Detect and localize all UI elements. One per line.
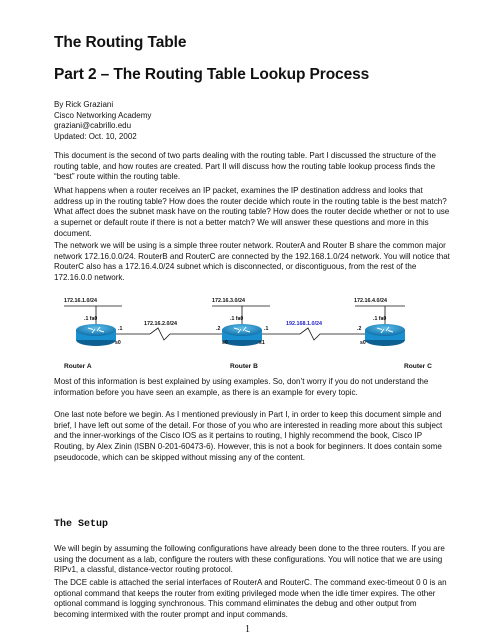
- author-email[interactable]: graziani@cabrillo.edu: [54, 121, 132, 131]
- router-b-s1-label: s1: [259, 340, 265, 346]
- network-topology-diagram: [0, 288, 495, 370]
- router-a-s0-ip-label: .1: [118, 326, 123, 332]
- router-c-s0-label: s0: [360, 340, 366, 346]
- document-title: The Routing Table: [54, 34, 187, 51]
- router-c-icon[interactable]: [365, 324, 405, 346]
- router-b-s0-ip-label: .2: [216, 326, 221, 332]
- router-b-name: Router B: [230, 363, 258, 370]
- intro-paragraph: This document is the second of two parts dealing with the routing table. Part I discussed the structure of the routing table, and how routes are created. Part II will discuss how the routing table lookup process finds the “best” route within the routing table.: [54, 151, 436, 182]
- author-name: By Rick Graziani: [54, 100, 114, 109]
- updated-date: Updated: Oct. 10, 2002: [54, 131, 137, 141]
- router-a-icon[interactable]: [76, 324, 116, 346]
- document-subtitle: Part 2 – The Routing Table Lookup Process: [54, 66, 370, 83]
- lan-c-network-label: 172.16.4.0/24: [354, 298, 387, 304]
- lan-b-network-label: 172.16.3.0/24: [212, 298, 245, 304]
- lan-a-network-label: 172.16.1.0/24: [64, 298, 97, 304]
- author-org: Cisco Networking Academy: [54, 110, 152, 120]
- router-c-fa0-label: .1 fa0: [373, 316, 387, 322]
- router-a-s0-label: s0: [115, 340, 121, 346]
- author-block: [54, 100, 151, 142]
- router-b-fa0-label: .1 fa0: [230, 316, 244, 322]
- router-b-icon[interactable]: [222, 324, 262, 346]
- serial-link-ab: [116, 321, 224, 340]
- dce-cable-paragraph: The DCE cable is attached the serial interfaces of RouterA and RouterC. The command exec-timeout 0 0 is an optional command that keeps the router from exiting privileged mode when the idle timer expires. The other optional command is logging synchronous. This command eliminates the debug and other output from becoming intermixed with the router prompt and input commands.: [54, 578, 447, 620]
- serial-link-bc: [262, 321, 366, 340]
- page-number: 1: [245, 624, 250, 635]
- router-a-fa0-label: .1 fa0: [84, 316, 98, 322]
- questions-paragraph: What happens when a router receives an IP packet, examines the IP destination address and looks that address up in the routing table? How does the router decide which route in the routing table is the best match? What affect does the subnet mask have on the routing table? How does the router decide whether or not to use a supernet or default route if there is not a better match? We will answer these questions and more in this document.: [54, 186, 450, 238]
- examples-paragraph: Most of this information is best explained by using examples. So, don’t worry if you do not understand the information before you have seen an example, as there is an example for every topic.: [54, 377, 429, 397]
- section-heading-setup: The Setup: [54, 519, 109, 530]
- network-paragraph: The network we will be using is a simple three router network. RouterA and Router B share the common major network 172.16.0.0/24. RouterB and RouterC are connected by the 192.168.1.0/24 network. You will notice that RouterC also has a 172.16.4.0/24 subnet which is disconnected, or discontiguous, from the rest of the 172.16.0.0 network.: [54, 241, 450, 283]
- setup-paragraph: We will begin by assuming the following configurations have already been done to the three routers. If you are using the document as a lab, configure the routers with these configurations. You will notice that we are using RIPv1, a classful, distance-vector routing protocol.: [54, 544, 445, 575]
- router-b-s1-ip-label: .1: [264, 326, 269, 332]
- link-ab-network-label: 172.16.2.0/24: [144, 321, 177, 327]
- router-c-s0-ip-label: .2: [357, 326, 362, 332]
- router-c-name: Router C: [404, 363, 432, 370]
- last-note-paragraph: One last note before we begin. As I mentioned previously in Part I, in order to keep this document simple and brief, I have left out some of the detail. For those of you who are interested in reading more about this subject and the inner-workings of the Cisco IOS as it pertains to routing, I highly recommend the book, Cisco IP Routing, by Alex Zinin (ISBN 0-201-60473-6). However, this is not a book for beginners. It does contain some pseudocode, which can be skipped without missing any of the content.: [54, 410, 443, 462]
- router-b-s0-label: s0: [222, 340, 228, 346]
- router-a-name: Router A: [64, 363, 92, 370]
- link-bc-network-label: 192.168.1.0/24: [286, 321, 322, 327]
